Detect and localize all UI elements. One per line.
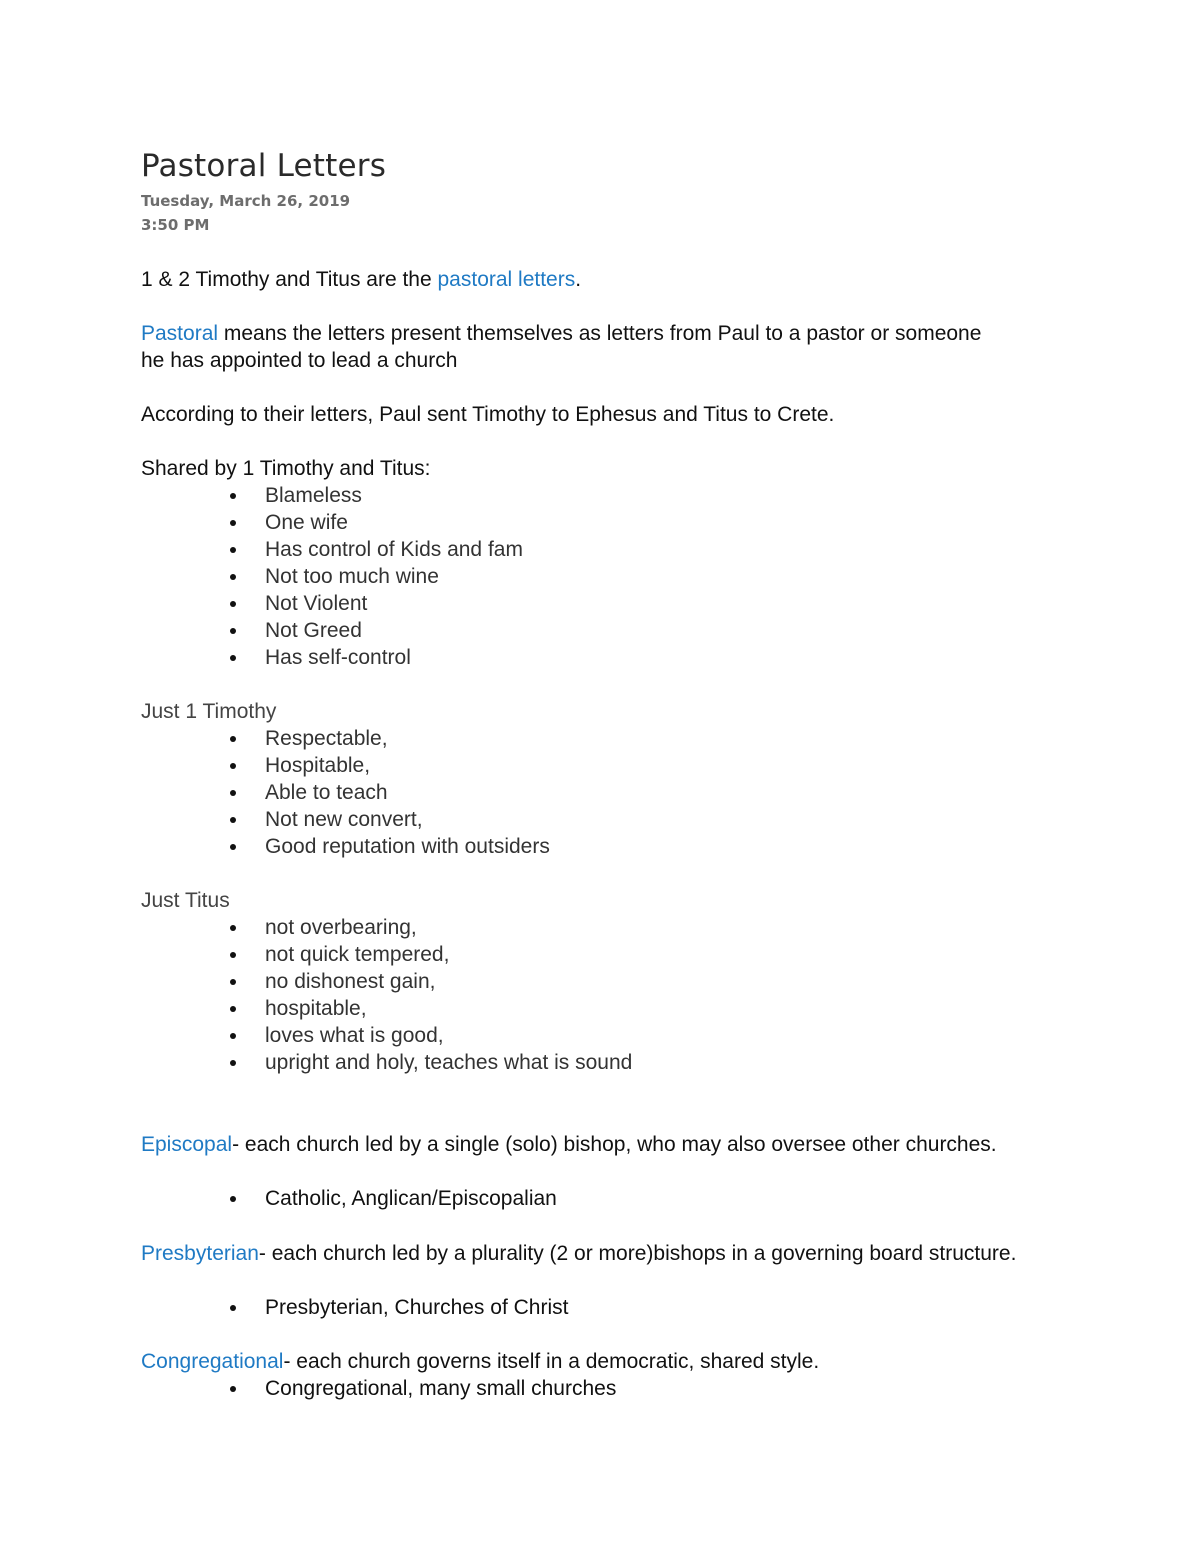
- page-title: Pastoral Letters: [141, 148, 387, 184]
- bullet-icon: [230, 1060, 236, 1066]
- list-item-text: hospitable,: [265, 997, 367, 1020]
- bullet-icon: [230, 520, 236, 526]
- list-item: [141, 617, 523, 644]
- bullet-icon: [230, 574, 236, 580]
- episcopal-term: Episcopal: [141, 1133, 233, 1156]
- pastoral-definition: [141, 320, 1001, 374]
- list-item-text: Good reputation with outsiders: [265, 835, 550, 858]
- intro-end: .: [575, 268, 582, 291]
- list-item-text: not quick tempered,: [265, 943, 450, 966]
- list-item: [141, 1049, 632, 1076]
- list-item-text: Blameless: [265, 484, 362, 507]
- bullet-icon: [230, 844, 236, 850]
- intro-highlight: pastoral letters: [437, 268, 576, 291]
- congregational-paragraph: [141, 1348, 1041, 1375]
- bullet-icon: [230, 763, 236, 769]
- list-item: [141, 482, 523, 509]
- bullet-icon: [230, 790, 236, 796]
- list-item-text: Catholic, Anglican/Episcopalian: [265, 1187, 557, 1210]
- intro-text: 1 & 2 Timothy and Titus are the: [141, 268, 438, 291]
- list-item-text: One wife: [265, 511, 348, 534]
- note-time: 3:50 PM: [141, 216, 210, 234]
- list-item: [141, 563, 523, 590]
- bullet-icon: [230, 655, 236, 661]
- list-item-text: Has control of Kids and fam: [265, 538, 523, 561]
- pastoral-term: Pastoral: [141, 322, 219, 345]
- list-item-text: Not new convert,: [265, 808, 423, 831]
- list-item: [141, 590, 523, 617]
- episcopal-text: - each church led by a single (solo) bishop, who may also oversee other churches.: [232, 1133, 997, 1156]
- list-item: [141, 536, 523, 563]
- presbyterian-term: Presbyterian: [141, 1242, 259, 1265]
- bullet-icon: [230, 601, 236, 607]
- episcopal-paragraph: [141, 1131, 1021, 1158]
- bullet-icon: [230, 547, 236, 553]
- list-item: [141, 644, 523, 671]
- shared-heading: Shared by 1 Timothy and Titus:: [141, 457, 431, 480]
- congregational-text: - each church governs itself in a democratic, shared style.: [283, 1350, 820, 1373]
- list-item-text: no dishonest gain,: [265, 970, 436, 993]
- timothy-list: [141, 725, 550, 860]
- intro-paragraph: [141, 266, 1041, 293]
- list-item: [141, 1022, 632, 1049]
- list-item-text: Respectable,: [265, 727, 388, 750]
- list-item-text: Has self-control: [265, 646, 411, 669]
- presbyterian-list: [141, 1294, 568, 1321]
- list-item: [141, 1294, 568, 1321]
- list-item-text: Presbyterian, Churches of Christ: [265, 1296, 569, 1319]
- list-item-text: not overbearing,: [265, 916, 417, 939]
- according-paragraph: According to their letters, Paul sent Timothy to Ephesus and Titus to Crete.: [141, 403, 835, 426]
- titus-list: [141, 914, 632, 1076]
- congregational-list: [141, 1375, 616, 1402]
- list-item-text: upright and holy, teaches what is sound: [265, 1051, 633, 1074]
- list-item: [141, 941, 632, 968]
- shared-list: [141, 482, 523, 671]
- bullet-icon: [230, 736, 236, 742]
- presbyterian-paragraph: [141, 1240, 1041, 1267]
- bullet-icon: [230, 628, 236, 634]
- list-item: [141, 968, 632, 995]
- bullet-icon: [230, 952, 236, 958]
- list-item-text: Able to teach: [265, 781, 388, 804]
- timothy-heading: Just 1 Timothy: [141, 700, 277, 723]
- bullet-icon: [230, 1006, 236, 1012]
- bullet-icon: [230, 925, 236, 931]
- list-item: [141, 752, 550, 779]
- list-item: [141, 914, 632, 941]
- bullet-icon: [230, 817, 236, 823]
- episcopal-list: [141, 1185, 557, 1212]
- list-item: [141, 779, 550, 806]
- bullet-icon: [230, 1305, 236, 1311]
- list-item: [141, 806, 550, 833]
- list-item: [141, 995, 632, 1022]
- list-item-text: loves what is good,: [265, 1024, 444, 1047]
- list-item-text: Congregational, many small churches: [265, 1377, 617, 1400]
- list-item: [141, 1375, 616, 1402]
- list-item: [141, 725, 550, 752]
- bullet-icon: [230, 1386, 236, 1392]
- bullet-icon: [230, 1196, 236, 1202]
- titus-heading: Just Titus: [141, 889, 230, 912]
- bullet-icon: [230, 979, 236, 985]
- list-item: [141, 509, 523, 536]
- bullet-icon: [230, 1033, 236, 1039]
- list-item-text: Not too much wine: [265, 565, 439, 588]
- list-item-text: Not Violent: [265, 592, 368, 615]
- note-date: Tuesday, March 26, 2019: [141, 192, 351, 210]
- list-item-text: Hospitable,: [265, 754, 371, 777]
- presbyterian-text: - each church led by a plurality (2 or more)bishops in a governing board structure.: [258, 1242, 1017, 1265]
- bullet-icon: [230, 493, 236, 499]
- congregational-term: Congregational: [141, 1350, 284, 1373]
- list-item: [141, 833, 550, 860]
- list-item-text: Not Greed: [265, 619, 362, 642]
- pastoral-text: means the letters present themselves as letters from Paul to a pastor or someone he has appointed to lead a church: [141, 322, 982, 372]
- list-item: [141, 1185, 557, 1212]
